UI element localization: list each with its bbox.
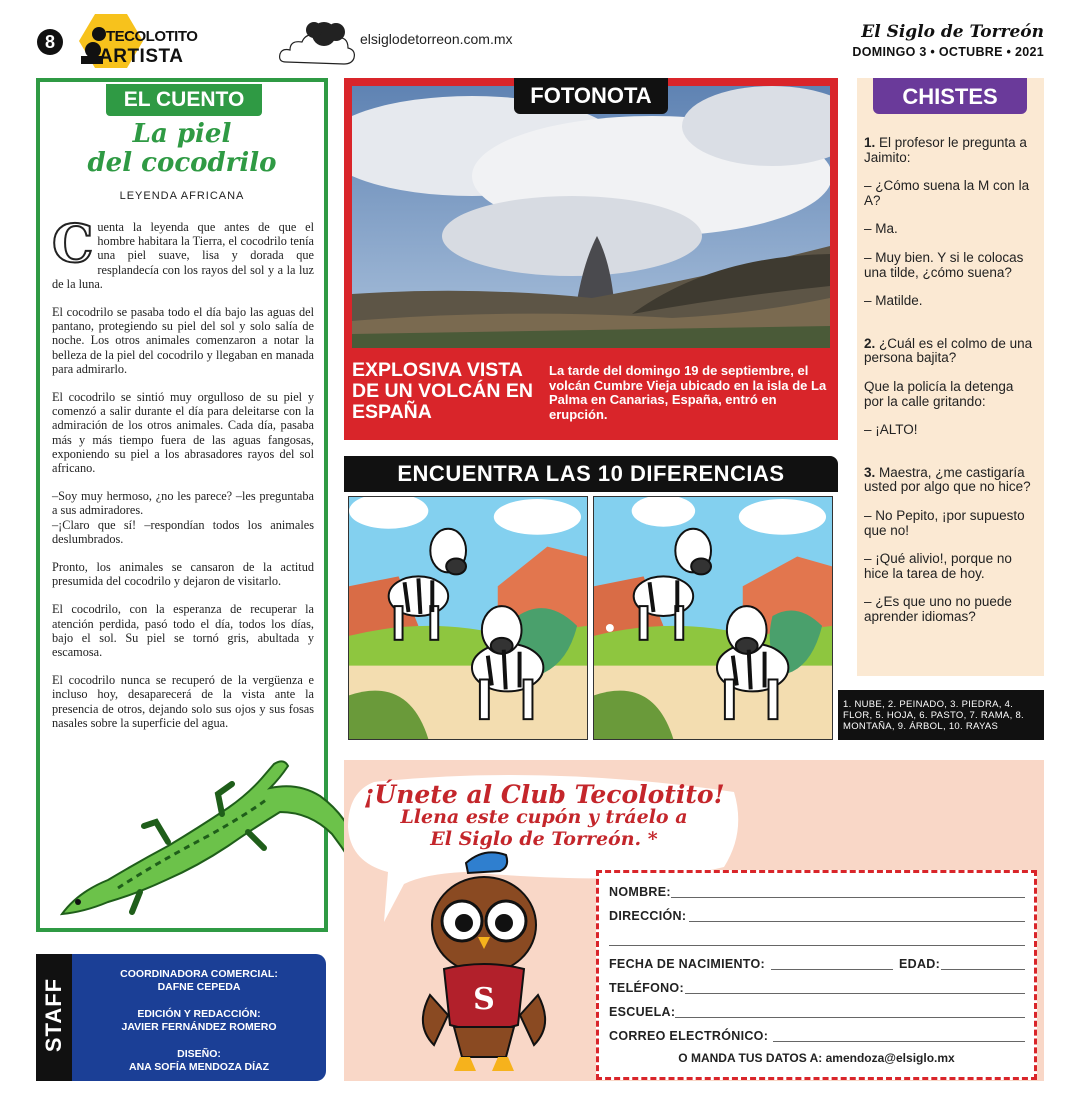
owl-mascot-icon: [414, 845, 554, 1075]
cloud-icon: [276, 18, 358, 72]
address-field-line2[interactable]: [609, 945, 1025, 946]
fotonota-section: [344, 78, 838, 440]
logo-line1: TECOLOTITO: [106, 28, 198, 45]
joke-line: – Ma.: [864, 221, 898, 237]
crocodile-icon: [48, 742, 368, 922]
staff-name: JAVIER FERNÁNDEZ ROMERO: [121, 1021, 277, 1033]
site-url[interactable]: elsiglodetorreon.com.mx: [360, 31, 513, 47]
joke-line: [864, 136, 1036, 165]
story-paragraph: [52, 489, 314, 517]
club-headline: ¡Únete al Club Tecolotito!: [363, 780, 725, 809]
staff-name: DAFNE CEPEDA: [157, 981, 241, 993]
phone-field[interactable]: [685, 993, 1025, 994]
joke-text: ¿Cuál es el colmo de una persona bajita?: [864, 335, 1033, 366]
joke-line: – ¿Cómo suena la M con la A?: [864, 178, 1030, 208]
jokes-section: [857, 78, 1044, 676]
page-header: [0, 0, 1080, 78]
joke-text: Maestra, ¿me castigaría usted por algo que no hice?: [864, 464, 1031, 495]
staff-role: EDICIÓN Y REDACCIÓN:: [137, 1008, 261, 1020]
email-label: CORREO ELECTRÓNICO:: [609, 1029, 769, 1043]
story-title: [40, 120, 324, 178]
club-sub1: Llena este cupón y tráelo a: [400, 806, 688, 828]
jokes-body: [864, 136, 1036, 638]
story-body: [52, 214, 314, 744]
story-section-tab: EL CUENTO: [106, 84, 262, 116]
joke-line: Que la policía la detenga por la calle gritando:: [864, 378, 1014, 409]
staff-role: DISEÑO:: [177, 1048, 221, 1060]
page-number: 8: [37, 29, 63, 55]
fotonota-caption: La tarde del domingo 19 de septiembre, el volcán Cumbre Vieja ubicado en la isla de La Palma en Canarias, España, entró en erupción.: [549, 363, 827, 422]
birthdate-label: FECHA DE NACIMIENTO:: [609, 957, 765, 971]
story-paragraph: El cocodrilo nunca se recuperó de la vergüenza e incluso hoy, desaparecerá de la vista ante la presencia de otros, dejando solo sus ojos y sus fosas nasales sobre la superficie del agua.: [52, 673, 314, 730]
story-text: uenta la leyenda que antes de que el hombre habitara la Tierra, el cocodrilo tenía una piel suave, lisa y dorada que resplandecía con los rayos del sol y a la luz de la luna.: [52, 220, 314, 291]
joke-number: 3.: [864, 464, 876, 480]
staff-role: COORDINADORA COMERCIAL:: [120, 968, 278, 980]
story-title-line2: del cocodrilo: [87, 148, 277, 178]
address-field[interactable]: [689, 921, 1025, 922]
club-sub2: El Siglo de Torreón. *: [430, 828, 658, 850]
staff-tab: [36, 954, 72, 1081]
logo-line2: ARTISTA: [99, 46, 184, 67]
joke-number: 2.: [864, 335, 876, 351]
story-dialog: –Soy muy hermoso, ¿no les parece? –les preguntaba a sus admiradores.: [52, 489, 314, 518]
staff-label: STAFF: [41, 977, 66, 1053]
joke-text: El profesor le pregunta a Jaimito:: [864, 135, 1027, 165]
zebra-illustration-right: [593, 496, 833, 740]
masthead: El Siglo de Torreón: [861, 22, 1044, 42]
phone-label: TELÉFONO:: [609, 981, 684, 995]
drop-cap: C: [52, 214, 94, 275]
story-paragraph: Pronto, los animales se cansaron de la actitud presumida del cocodrilo y dejaron de visitarlo.: [52, 560, 314, 589]
joke-line: [864, 466, 1036, 495]
birthdate-field[interactable]: [771, 969, 893, 970]
svg-text:S: S: [473, 982, 495, 1017]
story-paragraph: El cocodrilo se sintió muy orgulloso de su piel y comenzó a salir durante el día para deleitarse con la admiración de los otros animales. Cada día, pasaba más y más tiempo fuera de las aguas fangosas, exponiendo su piel a los abrasadores rayos del sol africano.: [52, 390, 314, 476]
differences-answers: 1. NUBE, 2. PEINADO, 3. PIEDRA, 4. FLOR, 5. HOJA, 6. PASTO, 7. RAMA, 8. MONTAÑA, 9. ÁRBOL, 10. RAYAS: [838, 690, 1044, 740]
story-paragraph: [52, 214, 314, 291]
fotonota-headline: EXPLOSIVA VISTA DE UN VOLCÁN EN ESPAÑA: [352, 359, 533, 423]
story-title-line1: La piel: [132, 119, 232, 149]
joke-line: – ¡Qué alivio!, porque no hice la tarea de hoy.: [864, 551, 1012, 581]
email-field[interactable]: [773, 1041, 1025, 1042]
volcano-photo: [352, 86, 830, 348]
joke-number: 1.: [864, 135, 876, 150]
jokes-tab: CHISTES: [873, 78, 1027, 114]
school-label: ESCUELA:: [609, 1005, 676, 1019]
club-section: [344, 760, 1044, 1081]
story-paragraph: El cocodrilo, con la esperanza de recuperar la atención perdida, pasó todo el día, todos los días, bajo el sol. Su piel se tornó gris, abultada y escamosa.: [52, 602, 314, 660]
joke-line: [864, 337, 1036, 366]
story-section: [36, 78, 328, 932]
coupon-footer: O MANDA TUS DATOS A: amendoza@elsiglo.mx: [678, 1051, 955, 1065]
school-field[interactable]: [675, 1017, 1025, 1018]
joke-line: – Matilde.: [864, 293, 923, 309]
name-field[interactable]: [671, 897, 1025, 898]
joke-line: – No Pepito, ¡por supuesto que no!: [864, 507, 1025, 538]
staff-name: ANA SOFÍA MENDOZA DÍAZ: [129, 1061, 269, 1073]
membership-coupon: [596, 870, 1037, 1080]
story-paragraph: –¡Claro que sí! –respondían todos los animales deslumbrados.: [52, 517, 314, 546]
club-subheadline: [368, 806, 720, 850]
story-subtitle: LEYENDA AFRICANA: [119, 190, 245, 202]
zebra-illustration-left: [348, 496, 588, 740]
story-paragraph: El cocodrilo se pasaba todo el día bajo las aguas del pantano, protegiendo su piel del sol y solo salía de noche. Los otros animales comenzaron a notar la belleza de la piel del cocodrilo y llegaban en manada para admirarlo.: [52, 305, 314, 376]
age-label: EDAD:: [899, 957, 941, 971]
differences-title: ENCUENTRA LAS 10 DIFERENCIAS: [344, 456, 838, 492]
staff-box: [36, 954, 326, 1081]
address-label: DIRECCIÓN:: [609, 909, 687, 923]
joke-line: – Muy bien. Y si le colocas una tilde, ¿cómo suena?: [864, 249, 1024, 280]
issue-date: DOMINGO 3 • OCTUBRE • 2021: [852, 45, 1044, 59]
name-label: NOMBRE:: [609, 885, 671, 899]
staff-credits: [76, 962, 322, 1074]
age-field[interactable]: [941, 969, 1025, 970]
fotonota-tab: FOTONOTA: [514, 78, 668, 114]
joke-line: – ¡ALTO!: [864, 422, 918, 438]
joke-line: – ¿Es que uno no puede aprender idiomas?: [864, 594, 1012, 624]
